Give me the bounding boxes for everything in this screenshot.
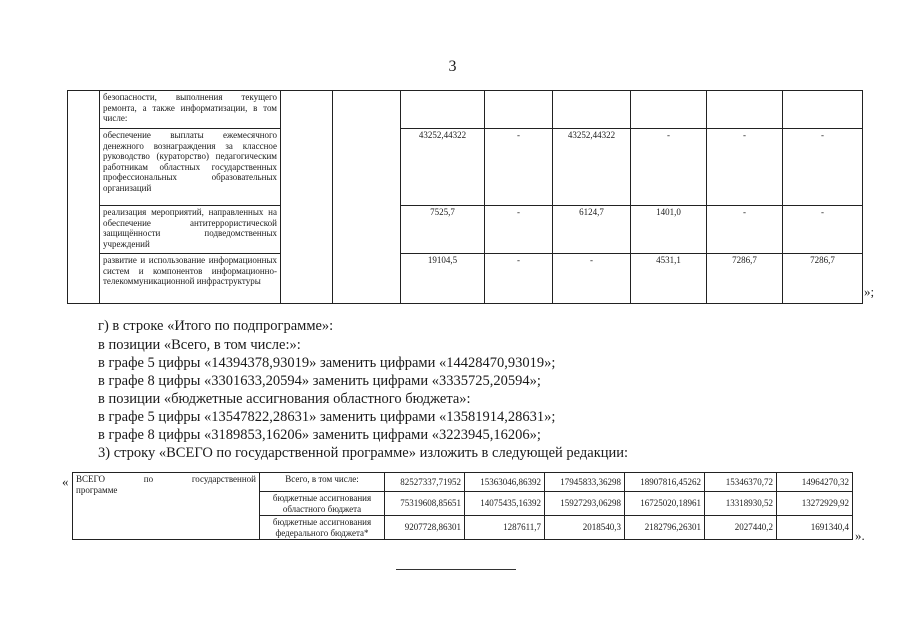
value-cell: 43252,44322: [401, 129, 485, 206]
value-cell: 2182796,26301: [625, 516, 705, 540]
table-row: [68, 254, 863, 304]
closing-quote: »;: [864, 284, 875, 299]
value-cell: 75319608,85651: [385, 492, 465, 516]
value-cell: 19104,5: [401, 254, 485, 304]
value-cell: 18907816,45262: [625, 473, 705, 492]
heading-line: программе: [76, 484, 118, 495]
value-cell: 82527337,71952: [385, 473, 465, 492]
value-cell: 15927293,06298: [545, 492, 625, 516]
table-row: [68, 129, 863, 206]
paragraph: в графе 8 цифры «3189853,16206» заменить цифрами «3223945,16206»;: [98, 427, 541, 443]
end-divider: [396, 569, 516, 570]
value-cell: -: [631, 129, 707, 206]
value-cell: -: [485, 129, 553, 206]
value-cell: 1401,0: [631, 206, 707, 254]
row-heading: [73, 473, 260, 540]
value-cell: -: [553, 254, 631, 304]
value-cell: 13272929,92: [777, 492, 853, 516]
heading-word: ВСЕГО: [76, 474, 105, 484]
value-cell: 1287611,7: [465, 516, 545, 540]
paragraph: в позиции «бюджетные ассигнования областного бюджета»:: [98, 391, 471, 407]
value-cell: 43252,44322: [553, 129, 631, 206]
row-description: развитие и использование информационных систем и компонентов информационно-телекоммуникационной инфраструктуры: [100, 254, 281, 304]
value-cell: 2027440,2: [705, 516, 777, 540]
table-cell: [281, 91, 333, 304]
value-cell: 14964270,32: [777, 473, 853, 492]
table-row: [68, 91, 863, 129]
total-program-table: [72, 472, 853, 540]
table-cell: [333, 91, 401, 304]
value-cell: -: [485, 254, 553, 304]
value-cell: 7286,7: [783, 254, 863, 304]
value-cell: [401, 91, 485, 129]
value-cell: 7286,7: [707, 254, 783, 304]
value-cell: -: [485, 206, 553, 254]
value-cell: 17945833,36298: [545, 473, 625, 492]
table-row: [73, 473, 853, 492]
value-cell: 13318930,52: [705, 492, 777, 516]
value-cell: 7525,7: [401, 206, 485, 254]
program-table-fragment: [67, 90, 863, 304]
value-cell: 16725020,18961: [625, 492, 705, 516]
value-cell: 6124,7: [553, 206, 631, 254]
value-cell: 2018540,3: [545, 516, 625, 540]
value-cell: 4531,1: [631, 254, 707, 304]
page-number: 3: [448, 58, 457, 75]
value-cell: [553, 91, 631, 129]
value-cell: -: [707, 206, 783, 254]
row-label: бюджетные ассигнования федерального бюджета*: [260, 516, 385, 540]
value-cell: -: [783, 206, 863, 254]
value-cell: 14075435,16392: [465, 492, 545, 516]
value-cell: [631, 91, 707, 129]
value-cell: 1691340,4: [777, 516, 853, 540]
row-description: безопасности, выполнения текущего ремонта, а также информатизации, в том числе:: [100, 91, 281, 129]
value-cell: [707, 91, 783, 129]
paragraph: г) в строке «Итого по подпрограмме»:: [98, 318, 334, 334]
row-description: реализация мероприятий, направленных на обеспечение антитеррористической защищённости подведомственных учреждений: [100, 206, 281, 254]
value-cell: 15363046,86392: [465, 473, 545, 492]
paragraph: в позиции «Всего, в том числе:»:: [98, 337, 301, 353]
value-cell: 9207728,86301: [385, 516, 465, 540]
opening-quote: «: [62, 474, 69, 489]
value-cell: [485, 91, 553, 129]
row-description: обеспечение выплаты ежемесячного денежного вознаграждения за классное руководство (кураторство) педагогическим работникам областных государственных профессиональных образовательных организаций: [100, 129, 281, 206]
table-cell: [68, 91, 100, 304]
closing-quote: ».: [855, 528, 865, 543]
paragraph: в графе 8 цифры «3301633,20594» заменить цифрами «3335725,20594»;: [98, 373, 541, 389]
value-cell: -: [783, 129, 863, 206]
value-cell: [783, 91, 863, 129]
table-row: [68, 206, 863, 254]
row-label: Всего, в том числе:: [260, 473, 385, 492]
heading-word: по: [143, 474, 154, 484]
paragraph: в графе 5 цифры «13547822,28631» заменить цифрами «13581914,28631»;: [98, 409, 556, 425]
paragraph: 3) строку «ВСЕГО по государственной программе» изложить в следующей редакции:: [98, 445, 629, 461]
paragraph: в графе 5 цифры «14394378,93019» заменить цифрами «14428470,93019»;: [98, 355, 556, 371]
row-label: бюджетные ассигнования областного бюджета: [260, 492, 385, 516]
heading-word: государственной: [191, 474, 256, 484]
value-cell: -: [707, 129, 783, 206]
value-cell: 15346370,72: [705, 473, 777, 492]
